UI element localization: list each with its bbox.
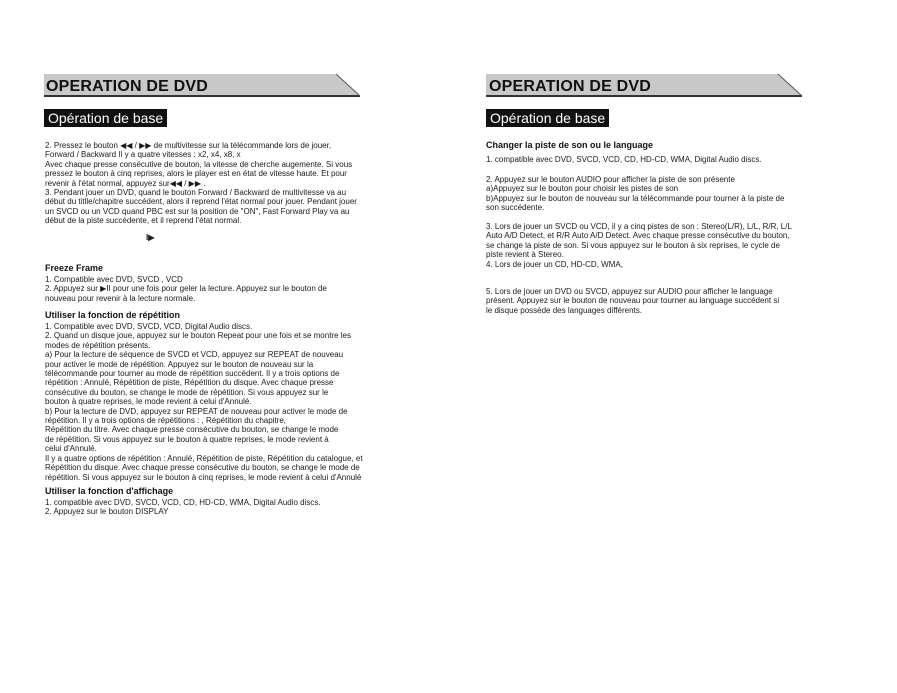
text-line: de répétition. Si vous appuyez sur le bouton à quatre reprises, le mode revient à bbox=[45, 434, 329, 444]
text-line: b)Appuyez sur le bouton de nouveau sur la télécommande pour tourner à la piste de bbox=[486, 193, 785, 203]
text-line: Auto A/D Detect, et R/R Auto A/D Detect. Avec chaque presse consécutive du bouton, bbox=[486, 231, 790, 241]
left-speed-instructions bbox=[45, 141, 357, 226]
text-line: a) Pour la lecture de séquence de SVCD et VCD, appuyez sur REPEAT de nouveau bbox=[45, 350, 344, 360]
text-line: 2. Pressez le bouton ◀◀ / ▶▶ de multivitesse sur la télécommande lors de jouer, bbox=[45, 141, 332, 150]
right-page-title: OPERATION DE DVD bbox=[489, 78, 652, 95]
slow-play-icon: I▶ bbox=[146, 233, 155, 242]
text-line: 2. Quand un disque joue, appuyez sur le bouton Repeat pour une fois et se montre les bbox=[45, 331, 351, 341]
audio-text-1 bbox=[486, 155, 762, 164]
text-line: début du titlle/chapitre succédent, alors il reprend l'état normal pour jouer. Pendant jouer bbox=[45, 197, 357, 207]
text-line: se change la piste de son. Si vous appuyez sur le bouton à six reprises, le cycle de bbox=[486, 240, 780, 250]
freeze-frame-heading: Freeze Frame bbox=[45, 263, 104, 273]
text-line: répétition. Il y a trois options de répétitions : , Répétition du chapitre, bbox=[45, 416, 287, 426]
audio-text-3 bbox=[486, 222, 792, 269]
left-section-label: Opération de base bbox=[44, 109, 167, 127]
text-line: 1. Compatible avec DVD, SVCD , VCD bbox=[45, 275, 183, 284]
text-line: Il y a quatre options de répétition : Annulé, Répétition de piste, Répétition du catalogue, et bbox=[45, 453, 363, 463]
text-line: le disque possède des languages différents. bbox=[486, 305, 642, 315]
audio-text-2 bbox=[486, 175, 784, 213]
freeze-frame-text bbox=[45, 275, 327, 303]
text-line: pour activer le mode de répétition. Appuyez sur le bouton de nouveau sur la bbox=[45, 359, 314, 369]
text-line: début de la piste succédente, et il reprend l'état normal. bbox=[45, 216, 242, 226]
text-line: 3. Lors de jouer un SVCD ou VCD, il y a cinq pistes de son : Stereo(L/R), L/L, R/R, L/L bbox=[486, 222, 792, 231]
text-line: 2. Appuyez sur ▶II pour une fois pour geler la lecture. Appuyez sur le bouton de bbox=[45, 284, 327, 294]
text-line: 5. Lors de jouer un DVD ou SVCD, appuyez sur AUDIO pour afficher le language bbox=[486, 287, 773, 296]
text-line: consécutive du bouton, se change le mode de répétition. Si vous appuyez sur le bbox=[45, 387, 329, 397]
display-text bbox=[45, 498, 321, 517]
right-section-label: Opération de base bbox=[486, 109, 609, 127]
repeat-heading: Utiliser la fonction de répétition bbox=[45, 310, 181, 320]
text-line: Avec chaque presse consécutive de bouton, la vitesse de cherche augemente. Si vous bbox=[45, 159, 353, 169]
text-line: a)Appuyez sur le bouton pour choisir les pistes de son bbox=[486, 184, 679, 194]
text-line: présent. Appuyez sur le bouton de nouveau pour tourner au language succédent si bbox=[486, 296, 780, 306]
text-line: bouton à quatre reprises, le mode revient à celui d'Annulé. bbox=[45, 397, 252, 407]
text-line: 1. compatible avec DVD, SVCD, VCD, CD, HD-CD, WMA, Digital Audio discs. bbox=[486, 155, 762, 164]
text-line: répétition : Annulé, Répétition de piste, Répétition du disque. Avec chaque presse bbox=[45, 378, 334, 388]
text-line: 3. Pendant jouer un DVD, quand le bouton Forward / Backward de multivitesse va au bbox=[45, 188, 347, 198]
audio-heading: Changer la piste de son ou le language bbox=[486, 140, 654, 150]
text-line: b) Pour la lecture de DVD, appuyez sur REPEAT de nouveau pour activer le mode de bbox=[45, 406, 348, 416]
text-line: revenir à l'état normal, appuyez sur◀◀ / ▶▶ . bbox=[45, 178, 206, 188]
text-line: 1. Compatible avec DVD, SVCD, VCD, Digital Audio discs. bbox=[45, 322, 253, 331]
text-line: 4. Lors de jouer un CD, HD-CD, WMA, bbox=[486, 259, 623, 269]
text-line: Forward / Backward Il y a quatre vitesses : x2, x4, x8, x bbox=[45, 150, 241, 160]
text-line: télécommande pour tourner au mode de répétition succédent. Il y a trois options de bbox=[45, 369, 340, 379]
display-heading: Utiliser la fonction d'affichage bbox=[45, 486, 174, 496]
text-line: 2. Appuyez sur le bouton AUDIO pour afficher la piste de son présente bbox=[486, 175, 735, 184]
text-line: son succédente. bbox=[486, 203, 545, 213]
text-line: Répétition du titre. Avec chaque presse consécutive du bouton, se change le mode bbox=[45, 425, 339, 435]
left-page-title: OPERATION DE DVD bbox=[46, 78, 209, 95]
text-line: Répétition du disque. Avec chaque presse consécutive du bouton, se change le mode de bbox=[45, 463, 360, 473]
text-line: 1. compatible avec DVD, SVCD, VCD, CD, HD-CD, WMA, Digital Audio discs. bbox=[45, 498, 321, 507]
audio-text-5 bbox=[486, 287, 779, 315]
text-line: 2. Appuyez sur le bouton DISPLAY bbox=[45, 507, 169, 517]
repeat-text bbox=[45, 322, 363, 482]
text-line: celui d'Annulé. bbox=[45, 444, 97, 454]
text-line: modes de répétition présents. bbox=[45, 340, 151, 350]
text-line: pressez le bouton à cinq reprises, alors le player est en état de vitesse haute. Et pour bbox=[45, 169, 347, 179]
text-line: répétition. Si vous appuyez sur le bouton à cinq reprises, le mode revient à celui d'Annulé bbox=[45, 472, 362, 482]
text-line: nouveau pour revenir à la lecture normale. bbox=[45, 293, 196, 303]
text-line: piste revient à Stereo. bbox=[486, 250, 564, 260]
text-line: un SVCD ou un VCD quand PBC est sur la position de "ON", Fast Forward Play va au bbox=[45, 206, 350, 216]
